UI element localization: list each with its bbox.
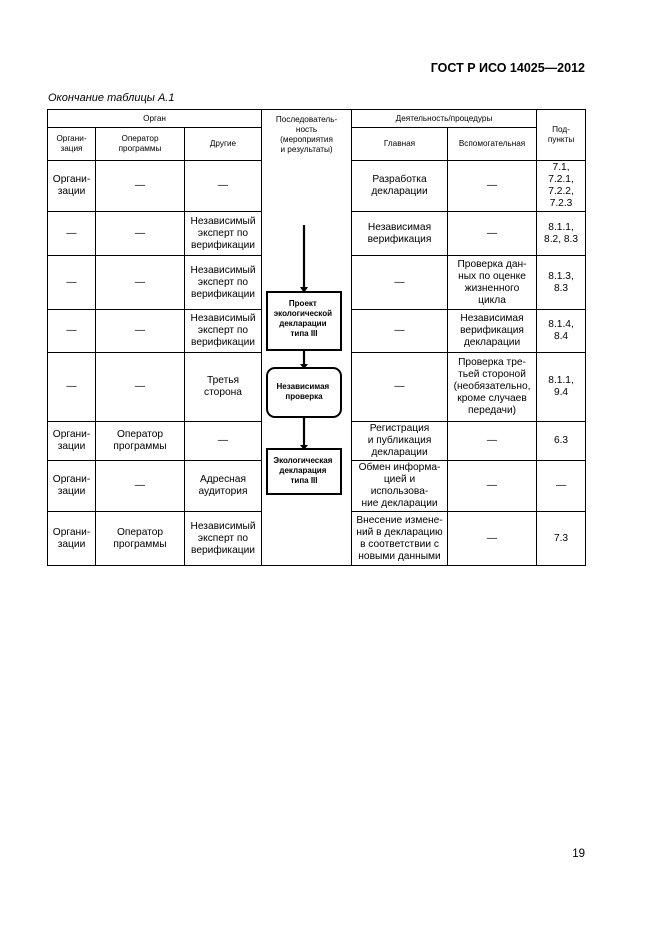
cell-main: —: [352, 310, 448, 353]
header-others: Другие: [185, 128, 262, 161]
cell-organization: Органи- зации: [48, 461, 96, 512]
cell-program-operator: Оператор программы: [96, 512, 185, 566]
box3-line: типа III: [290, 476, 318, 485]
cell-program-operator: —: [96, 256, 185, 310]
standard-code: ГОСТ Р ИСО 14025—2012: [430, 61, 585, 75]
cell-others: Третья сторона: [185, 353, 262, 422]
table-caption: Окончание таблицы А.1: [48, 92, 175, 104]
cell-auxiliary: —: [448, 422, 537, 461]
cell-others: Независимый эксперт по верификации: [185, 310, 262, 353]
cell-program-operator: —: [96, 461, 185, 512]
page-number: 19: [572, 848, 585, 860]
cell-auxiliary: —: [448, 512, 537, 566]
cell-organization: —: [48, 256, 96, 310]
cell-main: —: [352, 256, 448, 310]
cell-auxiliary: Проверка тре- тьей стороной (необязательно, кроме случаев передачи): [448, 353, 537, 422]
cell-main: Внесение измене- ний в декларацию в соответствии с новыми данными: [352, 512, 448, 566]
cell-program-operator: Оператор программы: [96, 422, 185, 461]
header-auxiliary: Вспомогательная: [448, 128, 537, 161]
cell-subclauses: 7.3: [537, 512, 586, 566]
cell-subclauses: 7.1, 7.2.1, 7.2.2, 7.2.3: [537, 161, 586, 212]
header-organization: Органи- зация: [48, 128, 96, 161]
cell-main: —: [352, 353, 448, 422]
header-program-operator: Оператор программы: [96, 128, 185, 161]
cell-auxiliary: Проверка дан- ных по оценке жизненного цикла: [448, 256, 537, 310]
cell-others: Независимый эксперт по верификации: [185, 212, 262, 256]
cell-subclauses: 6.3: [537, 422, 586, 461]
cell-organization: Органи- зации: [48, 512, 96, 566]
cell-organization: Органи- зации: [48, 422, 96, 461]
cell-subclauses: —: [537, 461, 586, 512]
cell-program-operator: —: [96, 310, 185, 353]
cell-auxiliary: Независимая верификация декларации: [448, 310, 537, 353]
cell-others: Независимый эксперт по верификации: [185, 256, 262, 310]
box1-line: типа III: [290, 329, 318, 338]
cell-auxiliary: —: [448, 461, 537, 512]
header-activities: Деятельность/процедуры: [352, 110, 537, 128]
box1-line: декларации: [279, 319, 327, 328]
cell-others: —: [185, 422, 262, 461]
cell-auxiliary: —: [448, 161, 537, 212]
box2-line: проверка: [285, 392, 323, 401]
box1-line: экологической: [273, 309, 333, 318]
cell-program-operator: —: [96, 212, 185, 256]
cell-organization: Органи- зации: [48, 161, 96, 212]
header-sequence: Последователь- ность (мероприятия и результаты): [262, 110, 352, 161]
cell-auxiliary: —: [448, 212, 537, 256]
cell-subclauses: 8.1.1, 8.2, 8.3: [537, 212, 586, 256]
cell-subclauses: 8.1.3, 8.3: [537, 256, 586, 310]
box3-line: Экологическая: [273, 456, 333, 465]
box3-line: декларация: [279, 466, 327, 475]
cell-others: Адресная аудитория: [185, 461, 262, 512]
header-subclauses: Под- пункты: [537, 110, 586, 161]
cell-subclauses: 8.1.1, 9.4: [537, 353, 586, 422]
cell-main: Разработка декларации: [352, 161, 448, 212]
cell-organization: —: [48, 353, 96, 422]
cell-main: Регистрация и публикация декларации: [352, 422, 448, 461]
cell-organization: —: [48, 212, 96, 256]
cell-subclauses: 8.1.4, 8.4: [537, 310, 586, 353]
cell-program-operator: —: [96, 161, 185, 212]
cell-program-operator: —: [96, 353, 185, 422]
cell-others: Независимый эксперт по верификации: [185, 512, 262, 566]
box1-line: Проект: [288, 299, 317, 308]
header-organ: Орган: [48, 110, 262, 128]
cell-others: —: [185, 161, 262, 212]
cell-main: Обмен информа- цией и использова- ние декларации: [352, 461, 448, 512]
cell-organization: —: [48, 310, 96, 353]
header-main: Главная: [352, 128, 448, 161]
cell-main: Независимая верификация: [352, 212, 448, 256]
box2-line: Независимая: [276, 382, 330, 391]
